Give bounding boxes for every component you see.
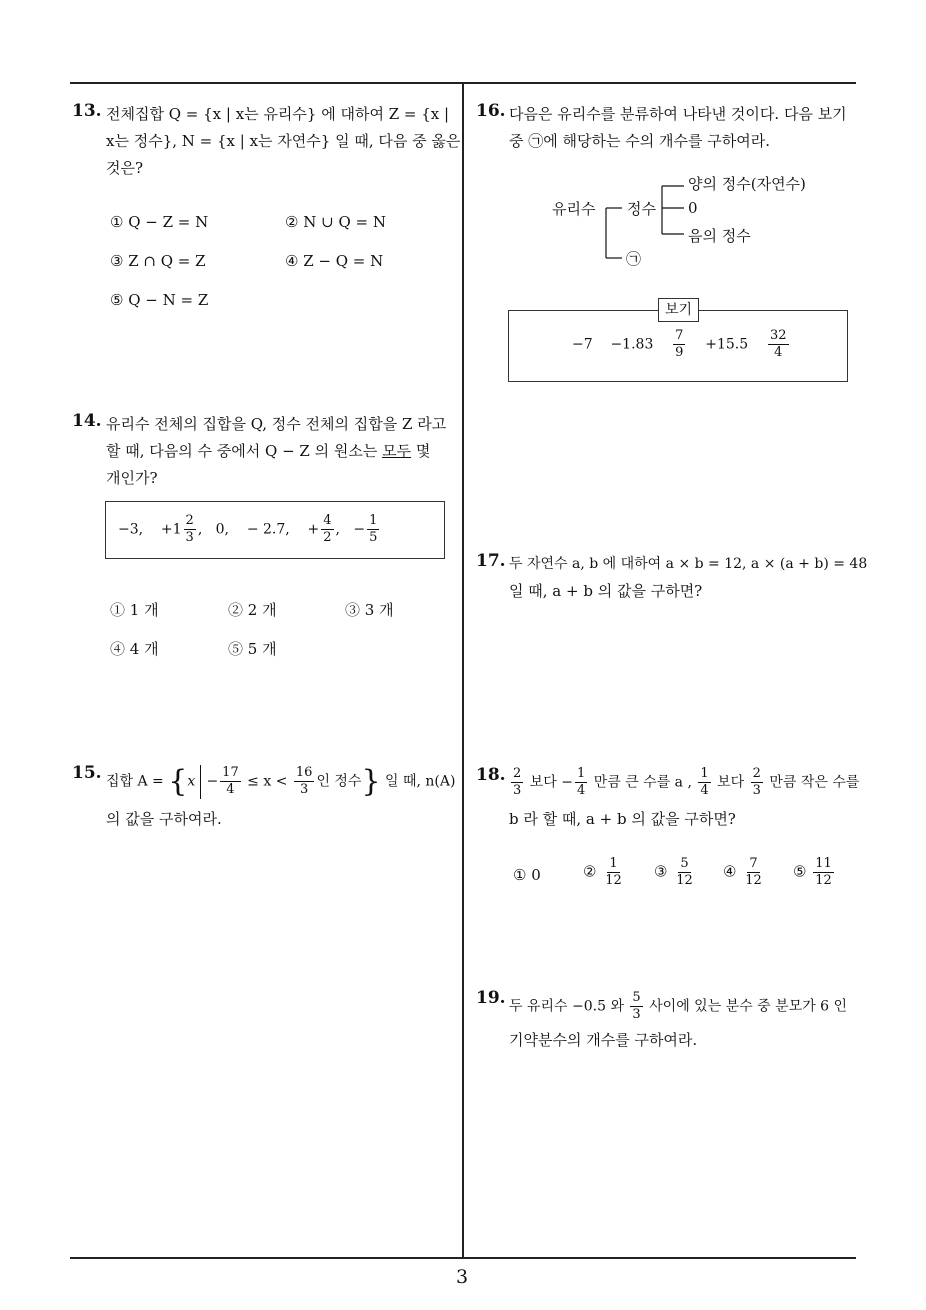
text: 일 때, n(A): [385, 773, 456, 790]
choice-5[interactable]: ⑤ 5 개: [228, 640, 277, 658]
question-number: 17.: [476, 551, 506, 571]
question-text-line: 유리수 전체의 집합을 Q, 정수 전체의 집합을 Z 라고: [106, 415, 447, 433]
choice-4[interactable]: ④ 4 개: [110, 640, 159, 658]
choice-2[interactable]: ② $\frac{1}{12}$: [583, 856, 622, 888]
question-text-line: 의 값을 구하여라.: [106, 810, 222, 828]
center-divider: [462, 82, 464, 1258]
value: +15.5: [705, 336, 749, 353]
tree-integer: 정수: [627, 200, 656, 218]
text: 사이에 있는 분수 중 분모가 6 인: [649, 998, 848, 1015]
page-number: 3: [456, 1266, 469, 1288]
tree-lines: [600, 178, 690, 268]
fraction: $\frac{5}{3}$: [632, 990, 641, 1022]
text: 몇: [411, 442, 431, 460]
question-text-line: b 라 할 때, a + b 의 값을 구하면?: [509, 810, 736, 828]
tree-positive: 양의 정수(자연수): [688, 175, 806, 193]
question-text-line: 두 자연수 a, b 에 대하여 a × b = 12, a × (a + b) = 48: [509, 556, 868, 572]
choice-3[interactable]: ③ 3 개: [345, 601, 394, 619]
value: −1.83: [610, 336, 654, 353]
fraction: $\frac{7}{9}$: [675, 328, 684, 360]
choice-1[interactable]: ① 1 개: [110, 601, 159, 619]
text: 보다 −: [529, 774, 573, 791]
text: 인 정수: [316, 773, 362, 790]
question-text-line: [509, 990, 847, 1023]
question-text-line: 전체집합 Q = {x | x는 유리수} 에 대하여 Z = {x |: [106, 105, 450, 123]
fraction: $\frac{1}{4}$: [700, 766, 709, 798]
value: −: [353, 521, 366, 538]
choice-4[interactable]: ④ Z − Q = N: [285, 252, 384, 270]
value: −3,: [118, 521, 144, 538]
text: ≤ x <: [247, 773, 288, 790]
fraction: $\frac{16}{3}$: [295, 765, 313, 797]
choice-3[interactable]: ③ Z ∩ Q = Z: [110, 252, 206, 270]
fraction: $\frac{4}{2}$: [323, 513, 332, 545]
choice-5[interactable]: ⑤ $\frac{11}{12}$: [793, 856, 832, 888]
question-number: 15.: [72, 763, 102, 783]
value: − 2.7,: [246, 521, 290, 538]
bottom-rule: [70, 1257, 856, 1259]
value: 0,: [215, 521, 229, 538]
question-text-line: [509, 766, 859, 799]
bogi-values: [572, 328, 791, 361]
text: 집합 A =: [106, 773, 164, 790]
question-number: 16.: [476, 101, 506, 121]
question-text-line: x는 정수}, N = {x | x는 자연수} 일 때, 다음 중 옳은: [106, 132, 461, 150]
fraction: $\frac{2}{3}$: [185, 513, 194, 545]
fraction: $\frac{17}{4}$: [222, 765, 239, 797]
question-number: 19.: [476, 988, 506, 1008]
question-text-line: 개인가?: [106, 469, 158, 487]
choice-5[interactable]: ⑤ Q − N = Z: [110, 291, 209, 309]
text: 할 때, 다음의 수 중에서 Q − Z 의 원소는: [106, 442, 383, 460]
tree-zero: 0: [688, 199, 698, 217]
value: +1: [160, 521, 182, 538]
fraction: $\frac{1}{4}$: [576, 766, 586, 798]
question-number: 14.: [72, 411, 102, 431]
text: 만큼 작은 수를: [769, 774, 860, 791]
choice-4[interactable]: ④ $\frac{7}{12}$: [723, 856, 762, 888]
choice-1[interactable]: ① Q − Z = N: [110, 213, 209, 231]
value: −7: [572, 336, 593, 353]
tree-root: 유리수: [552, 200, 596, 218]
question-text-line: 중 ㉠에 해당하는 수의 개수를 구하여라.: [509, 132, 770, 150]
text: 만큼 큰 수를 a ,: [593, 774, 692, 791]
fraction: $\frac{2}{3}$: [513, 766, 522, 798]
fraction: $\frac{32}{4}$: [769, 328, 787, 360]
number-box: [105, 501, 445, 559]
fraction: $\frac{2}{3}$: [752, 766, 761, 798]
choice-2[interactable]: ② N ∪ Q = N: [285, 213, 386, 231]
question-text-line: 기약분수의 개수를 구하여라.: [509, 1031, 698, 1049]
question-text-line: [106, 440, 430, 461]
set-expression: 집합 A = {x − $\frac{17}{4}$ ≤ x < $\frac{16}{3}$ 인 정수} 일 때, n(A): [106, 764, 456, 799]
question-text-line: 다음은 유리수를 분류하여 나타낸 것이다. 다음 보기: [509, 105, 847, 123]
value: +: [307, 521, 320, 538]
number-list: −3, +1 $\frac{2}{3}$ , 0, − 2.7, + $\frac{4}{2}$ , − $\frac{1}{5}$: [118, 513, 378, 545]
question-text-line: 일 때, a + b 의 값을 구하면?: [509, 582, 703, 600]
bogi-label: 보기: [658, 298, 699, 322]
question-number: 18.: [476, 765, 506, 785]
question-number: 13.: [72, 101, 102, 121]
fraction: $\frac{1}{5}$: [369, 513, 378, 545]
tree-blank: ㉠: [626, 250, 642, 268]
text: 보다: [717, 774, 745, 791]
underlined-text: 모두: [382, 442, 412, 460]
question-text-line: 것은?: [106, 159, 144, 177]
tree-negative: 음의 정수: [688, 227, 751, 245]
text: 두 유리수 −0.5 와: [509, 998, 624, 1015]
variable: x: [187, 773, 196, 790]
choice-1[interactable]: ① 0: [513, 866, 541, 884]
choice-3[interactable]: ③ $\frac{5}{12}$: [654, 856, 693, 888]
choice-2[interactable]: ② 2 개: [228, 601, 277, 619]
